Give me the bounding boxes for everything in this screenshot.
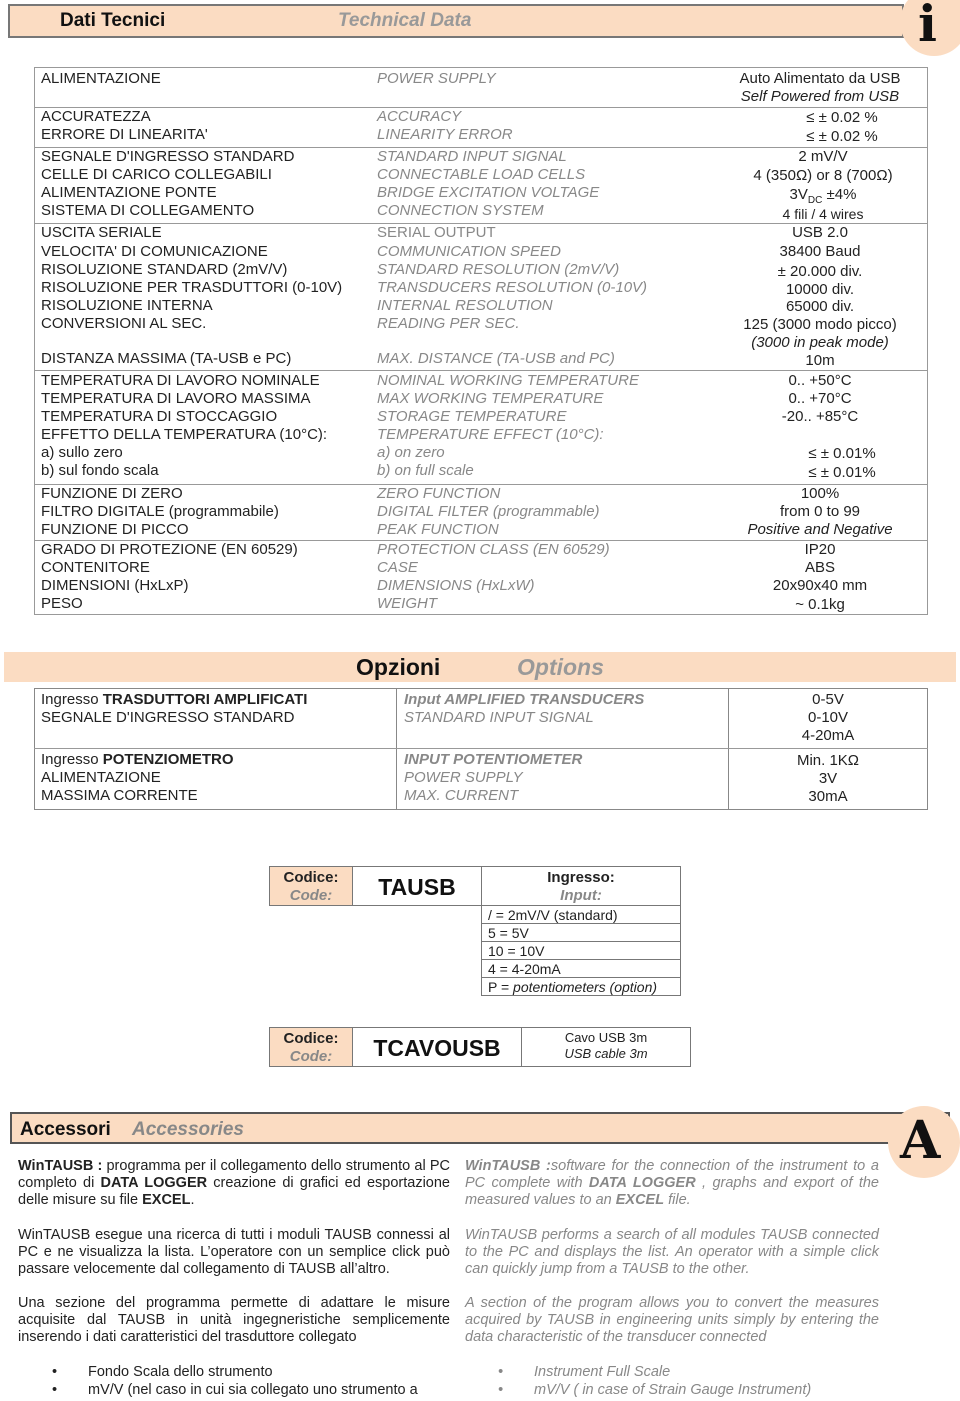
spec-label-en: LINEARITY ERROR [377,126,513,143]
paragraph-it: WinTAUSB esegue una ricerca di tutti i moduli TAUSB connessi al PC e ne visualizza la lista. L’operatore con un semplice click può passare velocemente dal collegamento di TAUSB all’altro. [18,1227,450,1277]
spec-value: from 0 to 99 [779,503,861,520]
option-label-en: Input AMPLIFIED TRANSDUCERS [404,691,645,708]
spec-value: 2 mV/V [798,148,848,165]
spec-label: RISOLUZIONE PER TRASDUTTORI (0-10V) [41,279,343,296]
spec-value: 38400 Baud [779,243,861,260]
code-label-it: Codice: [283,869,339,886]
spec-value: 4 fili / 4 wires [782,206,864,222]
spec-label-en: STORAGE TEMPERATURE [377,408,567,425]
code-desc-it: Cavo USB 3m [564,1030,648,1045]
section-title-it: Dati Tecnici [60,10,166,31]
code-desc-box [521,1027,691,1067]
spec-label-en: COMMUNICATION SPEED [377,243,561,260]
spec-label-en: PROTECTION CLASS (EN 60529) [377,541,610,558]
spec-label-en: TEMPERATURE EFFECT (10°C): [377,426,604,443]
spec-value: ~ 0.1kg [795,596,845,613]
spec-label: VELOCITA' DI COMUNICAZIONE [41,243,268,260]
spec-value: 125 (3000 modo picco) [743,316,897,333]
spec-label: USCITA SERIALE [41,224,162,241]
spec-label: ALIMENTAZIONE [41,70,161,87]
spec-value: 4 (350Ω) or 8 (700Ω) [753,167,893,184]
spec-label: CELLE DI CARICO COLLEGABILI [41,166,272,183]
paragraph-it: WinTAUSB : programma per il collegamento dello strumento al PC completo di DATA LOGGER creazione di grafici ed esportazione delle misure su file EXCEL. [18,1158,450,1208]
spec-value: ≤ ± 0.02 % [806,109,878,126]
spec-value: 65000 div. [785,298,855,315]
info-icon: i [918,0,937,53]
option-value: 0-10V [807,709,849,726]
row-divider [34,748,928,749]
spec-label: EFFETTO DELLA TEMPERATURA (10°C): [41,426,328,443]
input-label-it: Ingresso: [547,869,615,886]
spec-label: SISTEMA DI COLLEGAMENTO [41,202,255,219]
spec-value: IP20 [804,541,836,558]
code-label-en: Code: [289,887,333,904]
code-label-en: Code: [289,1048,333,1065]
code-label-it: Codice: [283,1030,339,1047]
row-divider [34,107,928,108]
spec-label: ALIMENTAZIONE PONTE [41,184,217,201]
bullet-item-en: • Instrument Full Scale [534,1363,670,1381]
spec-label-en: MAX. DISTANCE (TA-USB and PC) [377,350,615,367]
option-label-en: MAX. CURRENT [404,787,519,804]
spec-label-en: READING PER SEC. [377,315,520,332]
spec-label: a) sullo zero [41,444,123,461]
spec-label-en: CONNECTION SYSTEM [377,202,544,219]
spec-label-en: INTERNAL RESOLUTION [377,297,553,314]
spec-label: FILTRO DIGITALE (programmabile) [41,503,279,520]
input-label-en: Input: [560,887,602,904]
spec-value: 10000 div. [785,281,855,298]
spec-label-en: STANDARD INPUT SIGNAL [377,148,567,165]
options-title-it: Opzioni [356,654,441,680]
code-label-box [269,1027,353,1067]
spec-value: 100% [800,485,840,502]
spec-value: 10m [805,352,835,369]
spec-label-en: MAX WORKING TEMPERATURE [377,390,604,407]
spec-label: ERRORE DI LINEARITA' [41,126,208,143]
option-label-en: STANDARD INPUT SIGNAL [404,709,594,726]
paragraph-en: WinTAUSB :software for the connection of the instrument to a PC complete with DATA LOGGER , graphs and export of the measured values to an EXCEL file. [465,1158,879,1208]
spec-label-en: CONNECTABLE LOAD CELLS [377,166,586,183]
option-value: Min. 1KΩ [796,752,860,769]
spec-label-en: POWER SUPPLY [377,70,496,87]
spec-label: DISTANZA MASSIMA (TA-USB e PC) [41,350,292,367]
spec-value: 0.. +70°C [788,390,852,407]
spec-label: GRADO DI PROTEZIONE (EN 60529) [41,541,298,558]
spec-value: ABS [804,559,835,576]
paragraph-en: WinTAUSB performs a search of all modules TAUSB connected to the PC and displays the list. An operator with a simple click can quickly jump from a TAUSB to the other. [465,1227,879,1277]
column-divider [396,688,397,810]
input-option: 5 = 5V [481,923,681,942]
accessories-title-en: Accessories [132,1119,244,1140]
option-label: SEGNALE D'INGRESSO STANDARD [41,709,295,726]
spec-label-en: SERIAL OUTPUT [377,224,496,241]
spec-label: ACCURATEZZA [41,108,151,125]
input-option: 4 = 4-20mA [481,959,681,978]
input-option: 10 = 10V [481,941,681,960]
spec-label: FUNZIONE DI ZERO [41,485,183,502]
spec-label: TEMPERATURA DI LAVORO MASSIMA [41,390,311,407]
spec-value: $3V_{DC} \pm 4\%$ [789,186,857,206]
bullet-item-it: • mV/V (nel caso in cui sia collegato uno strumento a [88,1381,418,1399]
option-label-en: INPUT POTENTIOMETER [404,751,583,768]
spec-value: USB 2.0 [792,224,848,241]
spec-value: ≤ ± 0.01% [808,464,876,481]
spec-label: PESO [41,595,83,612]
bullet-item-it: • Fondo Scala dello strumento [88,1363,273,1381]
options-title-en: Options [517,654,604,680]
spec-label-en: NOMINAL WORKING TEMPERATURE [377,372,639,389]
spec-value: (3000 in peak mode) [751,334,889,351]
option-label: Ingresso POTENZIOMETRO [41,751,234,768]
spec-value: -20.. +85°C [781,408,859,425]
code-desc-en: USB cable 3m [564,1046,648,1061]
row-divider [34,370,928,371]
spec-value: 0.. +50°C [788,372,852,389]
option-label: Ingresso TRASDUTTORI AMPLIFICATI [41,691,308,708]
code-label-box [269,866,353,906]
spec-label-en: DIGITAL FILTER (programmable) [377,503,600,520]
spec-label: RISOLUZIONE STANDARD (2mV/V) [41,261,288,278]
spec-label: FUNZIONE DI PICCO [41,521,189,538]
spec-label-en: ACCURACY [377,108,462,125]
code-value: TCAVOUSB [352,1027,522,1067]
spec-label: RISOLUZIONE INTERNA [41,297,213,314]
option-value: 4-20mA [801,727,855,744]
spec-value: Positive and Negative [747,521,893,538]
spec-label: TEMPERATURA DI LAVORO NOMINALE [41,372,320,389]
section-title-en: Technical Data [338,10,472,31]
spec-label-en: ZERO FUNCTION [377,485,501,502]
spec-label: CONVERSIONI AL SEC. [41,315,207,332]
spec-label-en: STANDARD RESOLUTION (2mV/V) [377,261,620,278]
spec-label: DIMENSIONI (HxLxP) [41,577,189,594]
input-header-box [481,866,681,906]
spec-value: ≤ ± 0.01% [808,445,876,462]
paragraph-it: Una sezione del programma permette di adattare le misure acquisite dal TAUSB in unità ingegneristiche semplicemente inserendo i dati caratteristici del trasduttore collegato [18,1295,450,1345]
option-label: ALIMENTAZIONE [41,769,161,786]
option-label: MASSIMA CORRENTE [41,787,198,804]
spec-label-en: DIMENSIONS (HxLxW) [377,577,535,594]
spec-value: Auto Alimentato da USB [739,70,901,87]
accessories-title-it: Accessori [20,1119,111,1140]
spec-value: 20x90x40 mm [772,577,868,594]
spec-label: SEGNALE D'INGRESSO STANDARD [41,148,295,165]
spec-value: ≤ ± 0.02 % [806,128,878,145]
code-value: TAUSB [352,866,482,906]
spec-value: ± 20.000 div. [777,263,863,280]
option-value: 0-5V [812,691,844,708]
input-option: / = 2mV/V (standard) [481,905,681,924]
option-label-en: POWER SUPPLY [404,769,523,786]
spec-label-en: a) on zero [377,444,445,461]
spec-label-en: PEAK FUNCTION [377,521,499,538]
paragraph-en: A section of the program allows you to convert the measures acquired by TAUSB in engineering units simply by entering the data characteristic of the transducer connected [465,1295,879,1345]
option-value: 3V [818,770,838,787]
accessories-icon: A [900,1110,941,1171]
bullet-item-en: • mV/V ( in case of Strain Gauge Instrument) [534,1381,811,1399]
spec-label-en: CASE [377,559,418,576]
input-option: P = potentiometers (option) [481,977,681,996]
spec-label: TEMPERATURA DI STOCCAGGIO [41,408,278,425]
spec-label-en: WEIGHT [377,595,437,612]
spec-label: b) sul fondo scala [41,462,159,479]
spec-label-en: b) on full scale [377,462,474,479]
spec-label-en: TRANSDUCERS RESOLUTION (0-10V) [377,279,648,296]
spec-label-en: BRIDGE EXCITATION VOLTAGE [377,184,600,201]
option-value: 30mA [808,788,848,805]
spec-label: CONTENITORE [41,559,150,576]
spec-value: Self Powered from USB [740,88,900,105]
options-header-bar [4,652,956,682]
